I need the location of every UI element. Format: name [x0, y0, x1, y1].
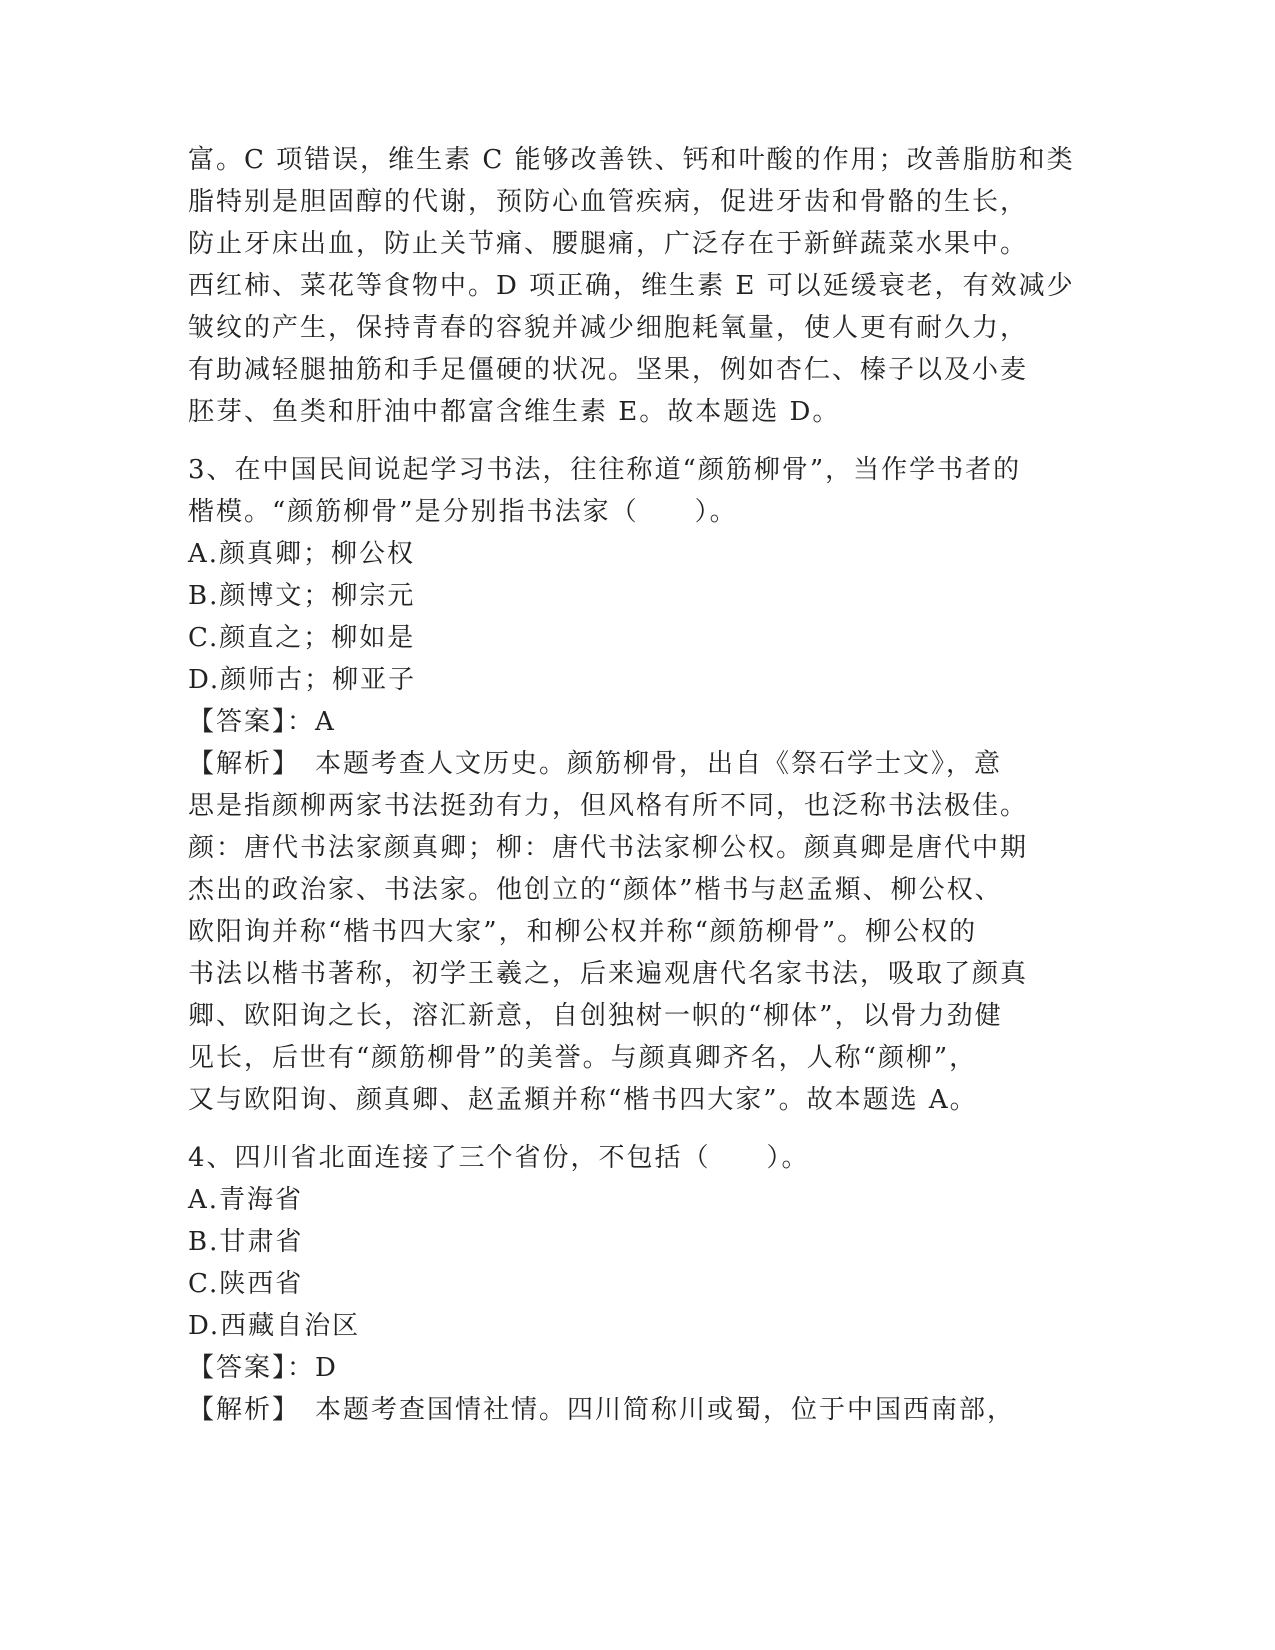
- question-3-analysis-line: 杰出的政治家、书法家。他创立的“颜体”楷书与赵孟頫、柳公权、: [188, 875, 1003, 905]
- question-3-option-c: C.颜直之；柳如是: [188, 623, 416, 653]
- question-3-analysis-line: 思是指颜柳两家书法挺劲有力，但风格有所不同，也泛称书法极佳。: [188, 791, 1029, 821]
- question-3-analysis-line: 卿、欧阳询之长，溶汇新意，自创独树一帜的“柳体”，以骨力劲健: [188, 1001, 1003, 1031]
- explanation-line: 胚芽、鱼类和肝油中都富含维生素 E。故本题选 D。: [188, 397, 841, 427]
- question-3-option-a: A.颜真卿；柳公权: [188, 539, 416, 569]
- question-3-analysis-line: 【解析】 本题考查人文历史。颜筋柳骨，出自《祭石学士文》，意: [188, 749, 1003, 779]
- question-4-answer: 【答案】：D: [188, 1353, 338, 1383]
- explanation-line: 防止牙床出血，防止关节痛、腰腿痛，广泛存在于新鲜蔬菜水果中。: [188, 229, 1029, 259]
- question-4-stem: 4、四川省北面连接了三个省份，不包括（ ）。: [188, 1143, 810, 1173]
- explanation-line: 有助减轻腿抽筋和手足僵硬的状况。坚果，例如杏仁、榛子以及小麦: [188, 355, 1029, 385]
- question-4-analysis-line: 【解析】 本题考查国情社情。四川简称川或蜀，位于中国西南部，: [188, 1395, 1016, 1425]
- question-3-analysis-line: 又与欧阳询、颜真卿、赵孟頫并称“楷书四大家”。故本题选 A。: [188, 1085, 978, 1115]
- question-4-option-b: B.甘肃省: [188, 1227, 304, 1257]
- question-4-option-d: D.西藏自治区: [188, 1311, 361, 1341]
- question-3-analysis-line: 见长，后世有“颜筋柳骨”的美誉。与颜真卿齐名，人称“颜柳”，: [188, 1043, 978, 1073]
- question-3-analysis-line: 颜：唐代书法家颜真卿；柳：唐代书法家柳公权。颜真卿是唐代中期: [188, 833, 1029, 863]
- explanation-line: 皱纹的产生，保持青春的容貌并减少细胞耗氧量，使人更有耐久力，: [188, 313, 1029, 343]
- explanation-line: 脂特别是胆固醇的代谢，预防心血管疾病，促进牙齿和骨骼的生长，: [188, 187, 1029, 217]
- question-3-option-b: B.颜博文；柳宗元: [188, 581, 416, 611]
- question-3-option-d: D.颜师古；柳亚子: [188, 665, 417, 695]
- question-3-stem-line: 楷模。“颜筋柳骨”是分别指书法家（ ）。: [188, 497, 738, 527]
- question-4-option-c: C.陕西省: [188, 1269, 304, 1299]
- question-3-analysis-line: 书法以楷书著称，初学王羲之，后来遍观唐代名家书法，吸取了颜真: [188, 959, 1029, 989]
- question-3-stem-line: 3、在中国民间说起学习书法，往往称道“颜筋柳骨”，当作学书者的: [188, 455, 1022, 485]
- question-4-option-a: A.青海省: [188, 1185, 304, 1215]
- question-3-analysis-line: 欧阳询并称“楷书四大家”，和柳公权并称“颜筋柳骨”。柳公权的: [188, 917, 978, 947]
- explanation-line: 富。C 项错误，维生素 C 能够改善铁、钙和叶酸的作用；改善脂肪和类: [188, 145, 1075, 175]
- question-3-answer: 【答案】：A: [188, 707, 336, 737]
- explanation-line: 西红柿、菜花等食物中。D 项正确，维生素 E 可以延缓衰老，有效减少: [188, 271, 1075, 301]
